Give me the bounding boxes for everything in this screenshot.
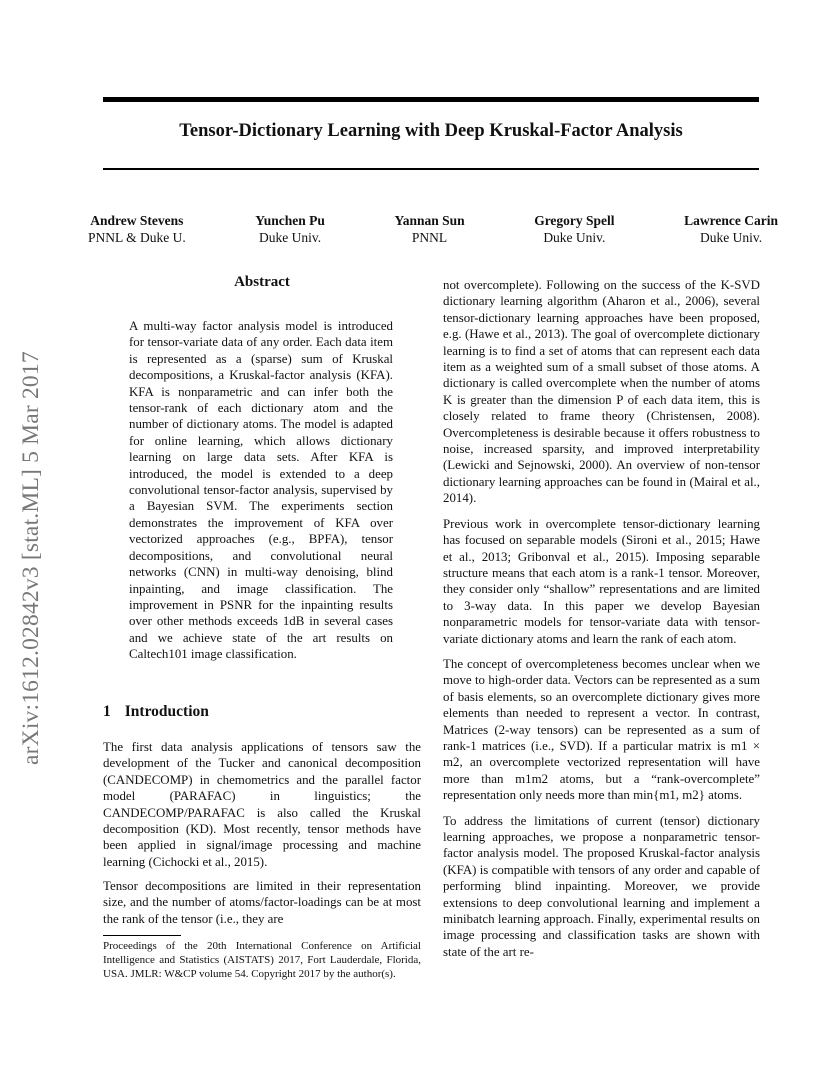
author-1 <box>88 212 186 246</box>
right-paragraph-3: The concept of overcompleteness becomes unclear when we move to high-order data. Vectors can be represented as a sum of basis elements, so an overcomplete dictionary gives more elements than needed to represent a vector. In contrast, Matrices (2-way tensors) can be represented as a sum of rank-1 matrices (i.e., SVD). If a particular matrix is m1 × m2, an overcomplete vectorized representation will have more than m1m2 atoms, but a “rank-overcomplete” representation only needs more than min{m1, m2} atoms. <box>443 656 760 803</box>
author-2 <box>255 212 325 246</box>
author-affiliation: PNNL <box>411 230 448 245</box>
author-name: Andrew Stevens <box>90 213 184 228</box>
author-name: Yannan Sun <box>394 213 465 228</box>
paragraph-text: Tensor decompositions are limited in their representation size, and the number of atoms/factor-loadings can be at most the rank of the tensor (i.e., they are <box>103 879 421 926</box>
author-name: Yunchen Pu <box>255 213 325 228</box>
abstract-body <box>129 318 393 663</box>
author-name: Lawrence Carin <box>684 213 778 228</box>
author-affiliation: Duke Univ. <box>543 230 606 245</box>
abstract-heading: Abstract <box>234 274 290 290</box>
author-5 <box>684 212 778 246</box>
section-heading <box>103 703 209 721</box>
author-3 <box>394 212 464 246</box>
title-rule-bottom <box>103 168 759 170</box>
right-paragraph-1: not overcomplete). Following on the success of the K-SVD dictionary learning algorithm (Aharon et al., 2006), several tensor-dictionary learning approaches have been proposed, e.g. (Hawe et al., 2013). The goal of overcomplete dictionary learning is to find a set of atoms that can represent each data item as a weighted sum of a small subset of those atoms. A dictionary is called overcomplete when the number of atoms K is greater than the dimension P of each data item, this is closely related to frame theory (Christensen, 2008). Overcompleteness is desirable because it offers robustness to noise, increased sparsity, and improved interpretability (Lewicki and Sejnowski, 2000). An overview of non-tensor dictionary learning approaches can be found in (Mairal et al., 2014). <box>443 278 760 506</box>
paragraph-text: The first data analysis applications of tensors saw the development of the Tucker and canonical decomposition (CANDECOMP) in chemometrics and the parallel factor model (PARAFAC) in linguistics; the CANDECOMP/PARAFAC is also called the Kruskal decomposition (KD). Most recently, tensor methods have been applied in signal/image processing and machine learning (Cichocki et al., 2015). <box>103 740 421 869</box>
author-affiliation: Duke Univ. <box>699 230 763 245</box>
author-name: Gregory Spell <box>534 213 615 228</box>
right-paragraph-2: Previous work in overcomplete tensor-dictionary learning has focused on separable models (Sironi et al., 2015; Hawe et al., 2013; Gribonval et al., 2015). Imposing separable structure means that each atom is a rank-1 tensor. Moreover, they consider only “shallow” representations and are limited to 3-way data. In this paper we develop Bayesian nonparametric models for tensor-variate data with tensor-variate dictionary atoms and learn the rank of each atom. <box>443 516 760 646</box>
section-number: 1 <box>103 703 111 720</box>
right-column <box>443 277 760 969</box>
footnote-rule <box>103 935 181 936</box>
paper-title: Tensor-Dictionary Learning with Deep Kruskal-Factor Analysis <box>179 121 683 141</box>
right-paragraph-4: To address the limitations of current (tensor) dictionary learning approaches, we propose a nonparametric tensor-factor analysis model. The proposed Kruskal-factor analysis (KFA) is compatible with tensors of any order and capable of performing blind inpainting. Moreover, we provide extensions to deep convolutional learning and implement a minibatch learning approach. Finally, experimental results on image processing and classification tasks are shown with state of the art re- <box>443 813 760 959</box>
intro-paragraph-2 <box>103 878 421 927</box>
arxiv-identifier: arXiv:1612.02842v3 [stat.ML] 5 Mar 2017 <box>18 351 44 765</box>
section-title: Introduction <box>124 703 209 720</box>
author-affiliation: Duke Univ. <box>259 230 322 245</box>
author-affiliation: PNNL & Duke U. <box>88 230 186 245</box>
author-list <box>88 212 778 246</box>
abstract-text: A multi-way factor analysis model is introduced for tensor-variate data of any order. Each data item is represented as a (sparse) sum of Kruskal decompositions, a Kruskal-factor analysis (KFA). KFA is nonparametric and can infer both the tensor-rank of each dictionary atom and the number of dictionary atoms. The model is adapted for online learning, which allows dictionary learning on large data sets. After KFA is introduced, the model is extended to a deep convolutional tensor-factor analysis, supervised by a Bayesian SVM. The experiments section demonstrates the improvement of KFA over vectorized approaches (e.g., BPFA), tensor decompositions, and convolutional neural networks (CNN) in multi-way denoising, blind inpainting, and image classification. The improvement in PSNR for the inpainting results over other methods exceeds 1dB in several cases and we achieve state of the art results on Caltech101 image classification. <box>129 319 393 662</box>
footnote: Proceedings of the 20th International Conference on Artificial Intelligence and Statistics (AISTATS) 2017, Fort Lauderdale, Florida, USA. JMLR: W&CP volume 54. Copyright 2017 by the author(s). <box>103 940 421 981</box>
author-4 <box>534 212 614 246</box>
intro-paragraph-1 <box>103 739 421 870</box>
title-rule-top <box>103 97 759 102</box>
